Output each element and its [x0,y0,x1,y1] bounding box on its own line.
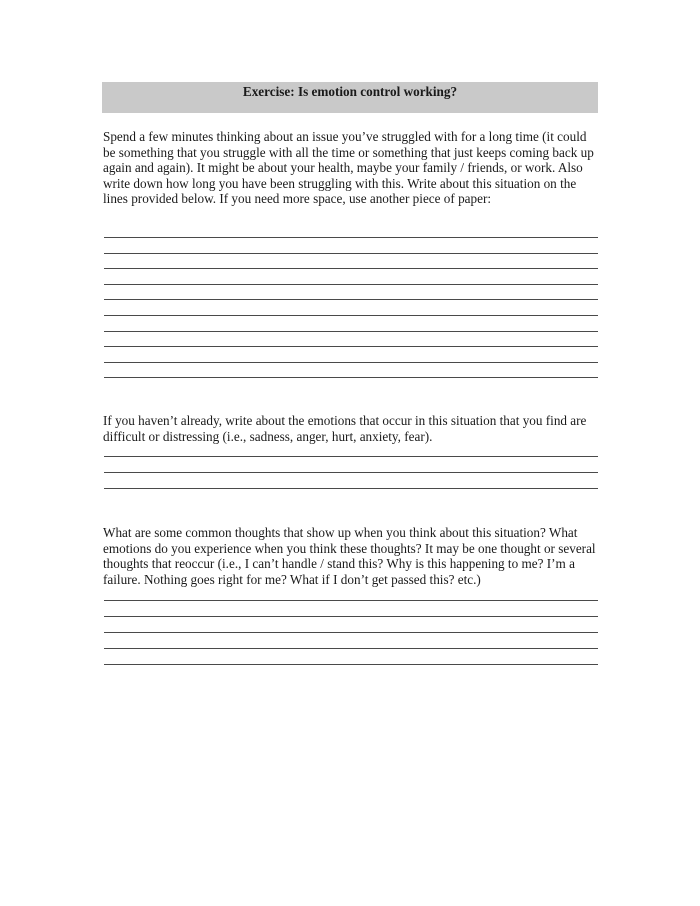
section-3-prompt: What are some common thoughts that show up when you think about this situation? What emotions do you experience when you think these thoughts? It may be one thought or several thoughts that reoccur (i.e., I can’t handle / stand this? Why is this happening to me? I’m a failure. Nothing goes right for me? What if I don’t get passed this? etc.) [103,525,596,587]
answer-line[interactable] [104,315,598,316]
answer-line[interactable] [104,284,598,285]
answer-line[interactable] [104,600,598,601]
answer-line[interactable] [104,632,598,633]
section-2-prompt: If you haven’t already, write about the emotions that occur in this situation that you find are difficult or distressing (i.e., sadness, anger, hurt, anxiety, fear). [103,413,587,444]
answer-line[interactable] [104,253,598,254]
answer-line[interactable] [104,331,598,332]
exercise-title: Exercise: Is emotion control working? [102,82,598,113]
section-1-prompt: Spend a few minutes thinking about an issue you’ve struggled with for a long time (it could be something that you struggle with all the time or something that just keeps coming back up again and again). It might be about your health, maybe your family / friends, or work. Also write down how long you have been struggling with this. Write about this situation on the lines provided below. If you need more space, use another piece of paper: [103,129,594,207]
answer-line[interactable] [104,648,598,649]
answer-line[interactable] [104,237,598,238]
answer-line[interactable] [104,616,598,617]
answer-line[interactable] [104,488,598,489]
answer-line[interactable] [104,346,598,347]
answer-line[interactable] [104,456,598,457]
answer-line[interactable] [104,377,598,378]
answer-line[interactable] [104,362,598,363]
answer-line[interactable] [104,664,598,665]
answer-line[interactable] [104,268,598,269]
answer-line[interactable] [104,299,598,300]
answer-line[interactable] [104,472,598,473]
